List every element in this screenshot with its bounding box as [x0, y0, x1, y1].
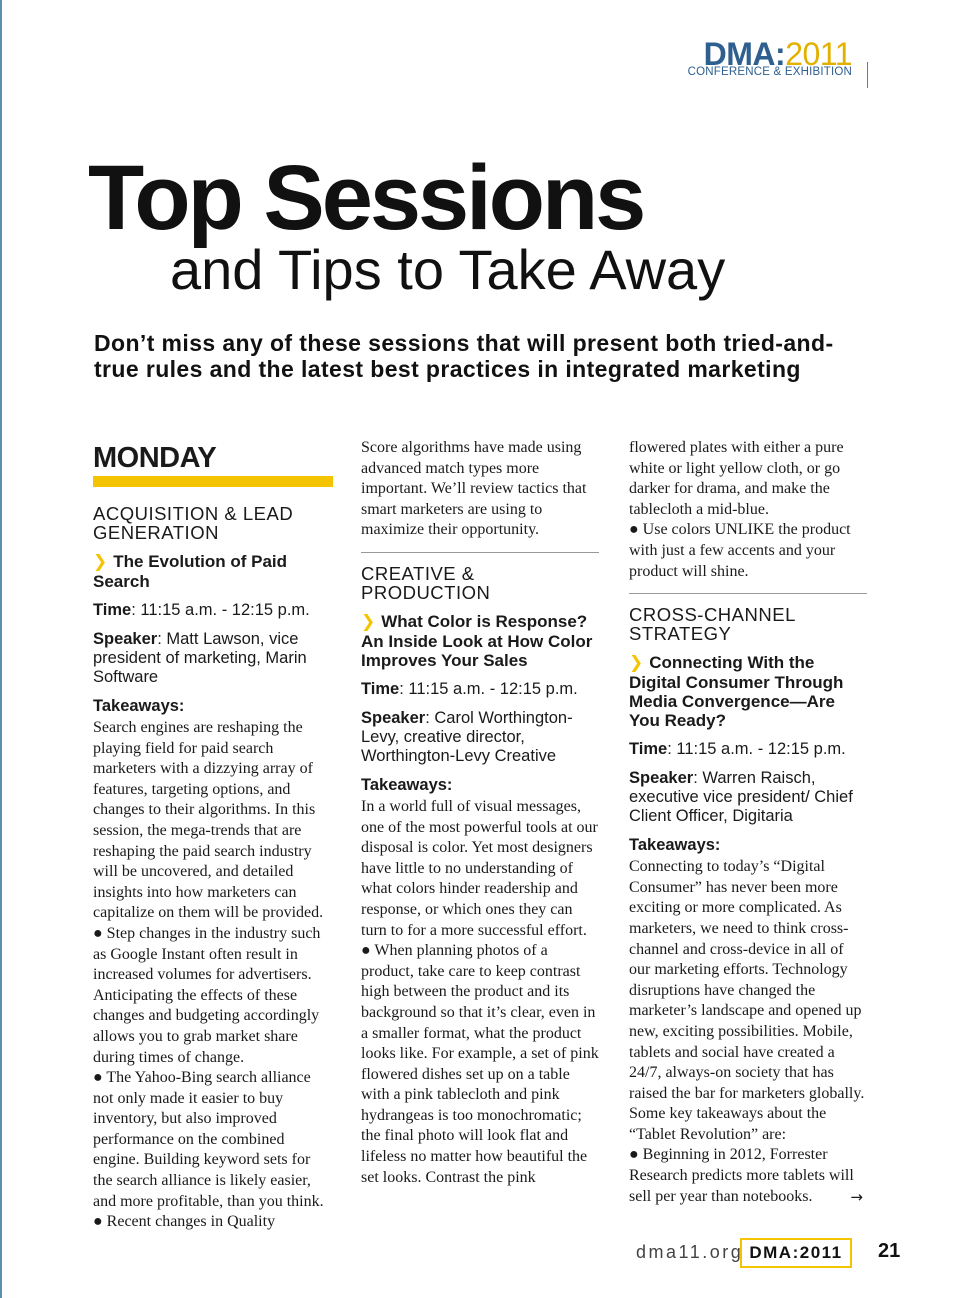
body-paragraph: Connecting to today’s “Digital Consumer” has never been more exciting or more complicated. As marketers, we need to think cross-channel and cross-device in all of our marketing efforts. Technology disruptions have changed the marketer’s landscape and opened up new, exciting possibilities. Mobile, tablets and social have created a 24/7, always-on society that has raised the bar for marketers globally. Some key takeaways about the “Tablet Revolution” are: [629, 858, 865, 1143]
session-speaker: Speaker: Carol Worthington-Levy, creative director, Worthington-Levy Creative [361, 708, 573, 765]
body-paragraph: In a world full of visual messages, one of the most powerful tools at our disposal is color. Yet most designers have little to no understanding of what colors hinder readership and response, or which ones they can turn to for a more successful effort. [361, 797, 598, 939]
logo-year: 2011 [785, 36, 852, 72]
session-time: Time: 11:15 a.m. - 12:15 p.m. [361, 679, 578, 698]
column-2 [361, 438, 599, 1188]
logo-divider [867, 62, 868, 88]
takeaways-heading: Takeaways: [93, 697, 185, 715]
category-heading: ACQUISITION & LEAD GENERATION [93, 503, 294, 543]
chevron-right-icon: ❯ [629, 653, 644, 674]
chevron-right-icon: ❯ [361, 611, 376, 632]
bullet-paragraph: ● The Yahoo-Bing search alliance not only made it easier to buy inventory, but also improved performance on the combined engine. Building keyword sets for the search alliance is likely easier, and more profitable, than you think. [93, 1069, 324, 1210]
bullet-paragraph: ● Beginning in 2012, Forrester Research predicts more tablets will sell per year than notebooks. → [629, 1146, 863, 1206]
session-speaker: Speaker: Matt Lawson, vice president of marketing, Marin Software [93, 630, 307, 686]
body-paragraph: Search engines are reshaping the playing field for paid search marketers with a dizzying array of features, targeting options, and changes to their algorithms. In this session, the mega-trends that are reshaping the paid search industry will be uncovered, and detailed insights into how marketers can capitalize on them will be provided. [93, 719, 324, 922]
page-subtitle: and Tips to Take Away [170, 238, 726, 301]
bullet-paragraph: ● Recent changes in Quality [93, 1213, 276, 1231]
column-1 [93, 438, 333, 1233]
page-title: Top Sessions [88, 147, 644, 249]
takeaways-heading: Takeaways: [361, 775, 453, 794]
session-title: ❯ The Evolution of Paid Search [93, 552, 288, 591]
logo-tagline: CONFERENCE & EXHIBITION [687, 66, 852, 78]
day-heading: MONDAY [93, 440, 333, 487]
session-time: Time: 11:15 a.m. - 12:15 p.m. [93, 601, 310, 619]
session-time: Time: 11:15 a.m. - 12:15 p.m. [629, 740, 846, 759]
section-divider [629, 593, 867, 594]
dma-2011-logo [687, 34, 868, 88]
category-heading: CREATIVE & PRODUCTION [361, 562, 491, 603]
bullet-paragraph: ● Use colors UNLIKE the product with just a few accents and your product will shine. [629, 521, 851, 580]
logo-wordmark: DMA:2011 [703, 36, 852, 72]
column-3 [629, 438, 867, 1207]
footer-badge: DMA:2011 [740, 1238, 852, 1268]
chevron-right-icon: ❯ [93, 552, 108, 572]
category-heading: CROSS-CHANNEL STRATEGY [629, 604, 796, 645]
continue-arrow-icon: → [850, 1187, 863, 1206]
session-title: ❯ Connecting With the Digital Consumer Through Media Convergence—Are You Ready? [629, 653, 844, 731]
page-edge-rule [0, 0, 2, 1298]
session-speaker: Speaker: Warren Raisch, executive vice president/ Chief Client Officer, Digitaria [629, 769, 853, 826]
session-title: ❯ What Color is Response? An Inside Look at How Color Improves Your Sales [361, 611, 593, 670]
bullet-paragraph: ● Step changes in the industry such as Google Instant often result in increased volumes for advertisers. Anticipating the effects of these changes and budgeting accordingly allows you to grab market share during times of change. [93, 924, 321, 1066]
body-paragraph: flowered plates with either a pure white or light yellow cloth, or go darker for drama, and make the tablecloth a mid-blue. [629, 439, 844, 518]
bullet-paragraph: ● When planning photos of a product, take care to keep contrast high between the product and its background so that it’s clear, even in a smaller format, what the product looks like. For example, a set of pink flowered dishes set up on a table with a pink tablecloth and pink hydrangeas is too monochromatic; the final photo will look flat and lifeless no matter how beautiful the set looks. Contrast the pink [361, 942, 599, 1186]
footer-url: dma11.org [636, 1242, 744, 1262]
body-paragraph: Score algorithms have made using advanced match types more important. We’ll review tactics that smart marketers are using to maximize their opportunity. [361, 439, 587, 539]
intro-text: Don’t miss any of these sessions that will present both tried-and-true rules and the latest best practices in integrated marketing [94, 330, 834, 382]
page-number: 21 [878, 1240, 901, 1262]
section-divider [361, 552, 599, 553]
takeaways-heading: Takeaways: [629, 836, 721, 855]
